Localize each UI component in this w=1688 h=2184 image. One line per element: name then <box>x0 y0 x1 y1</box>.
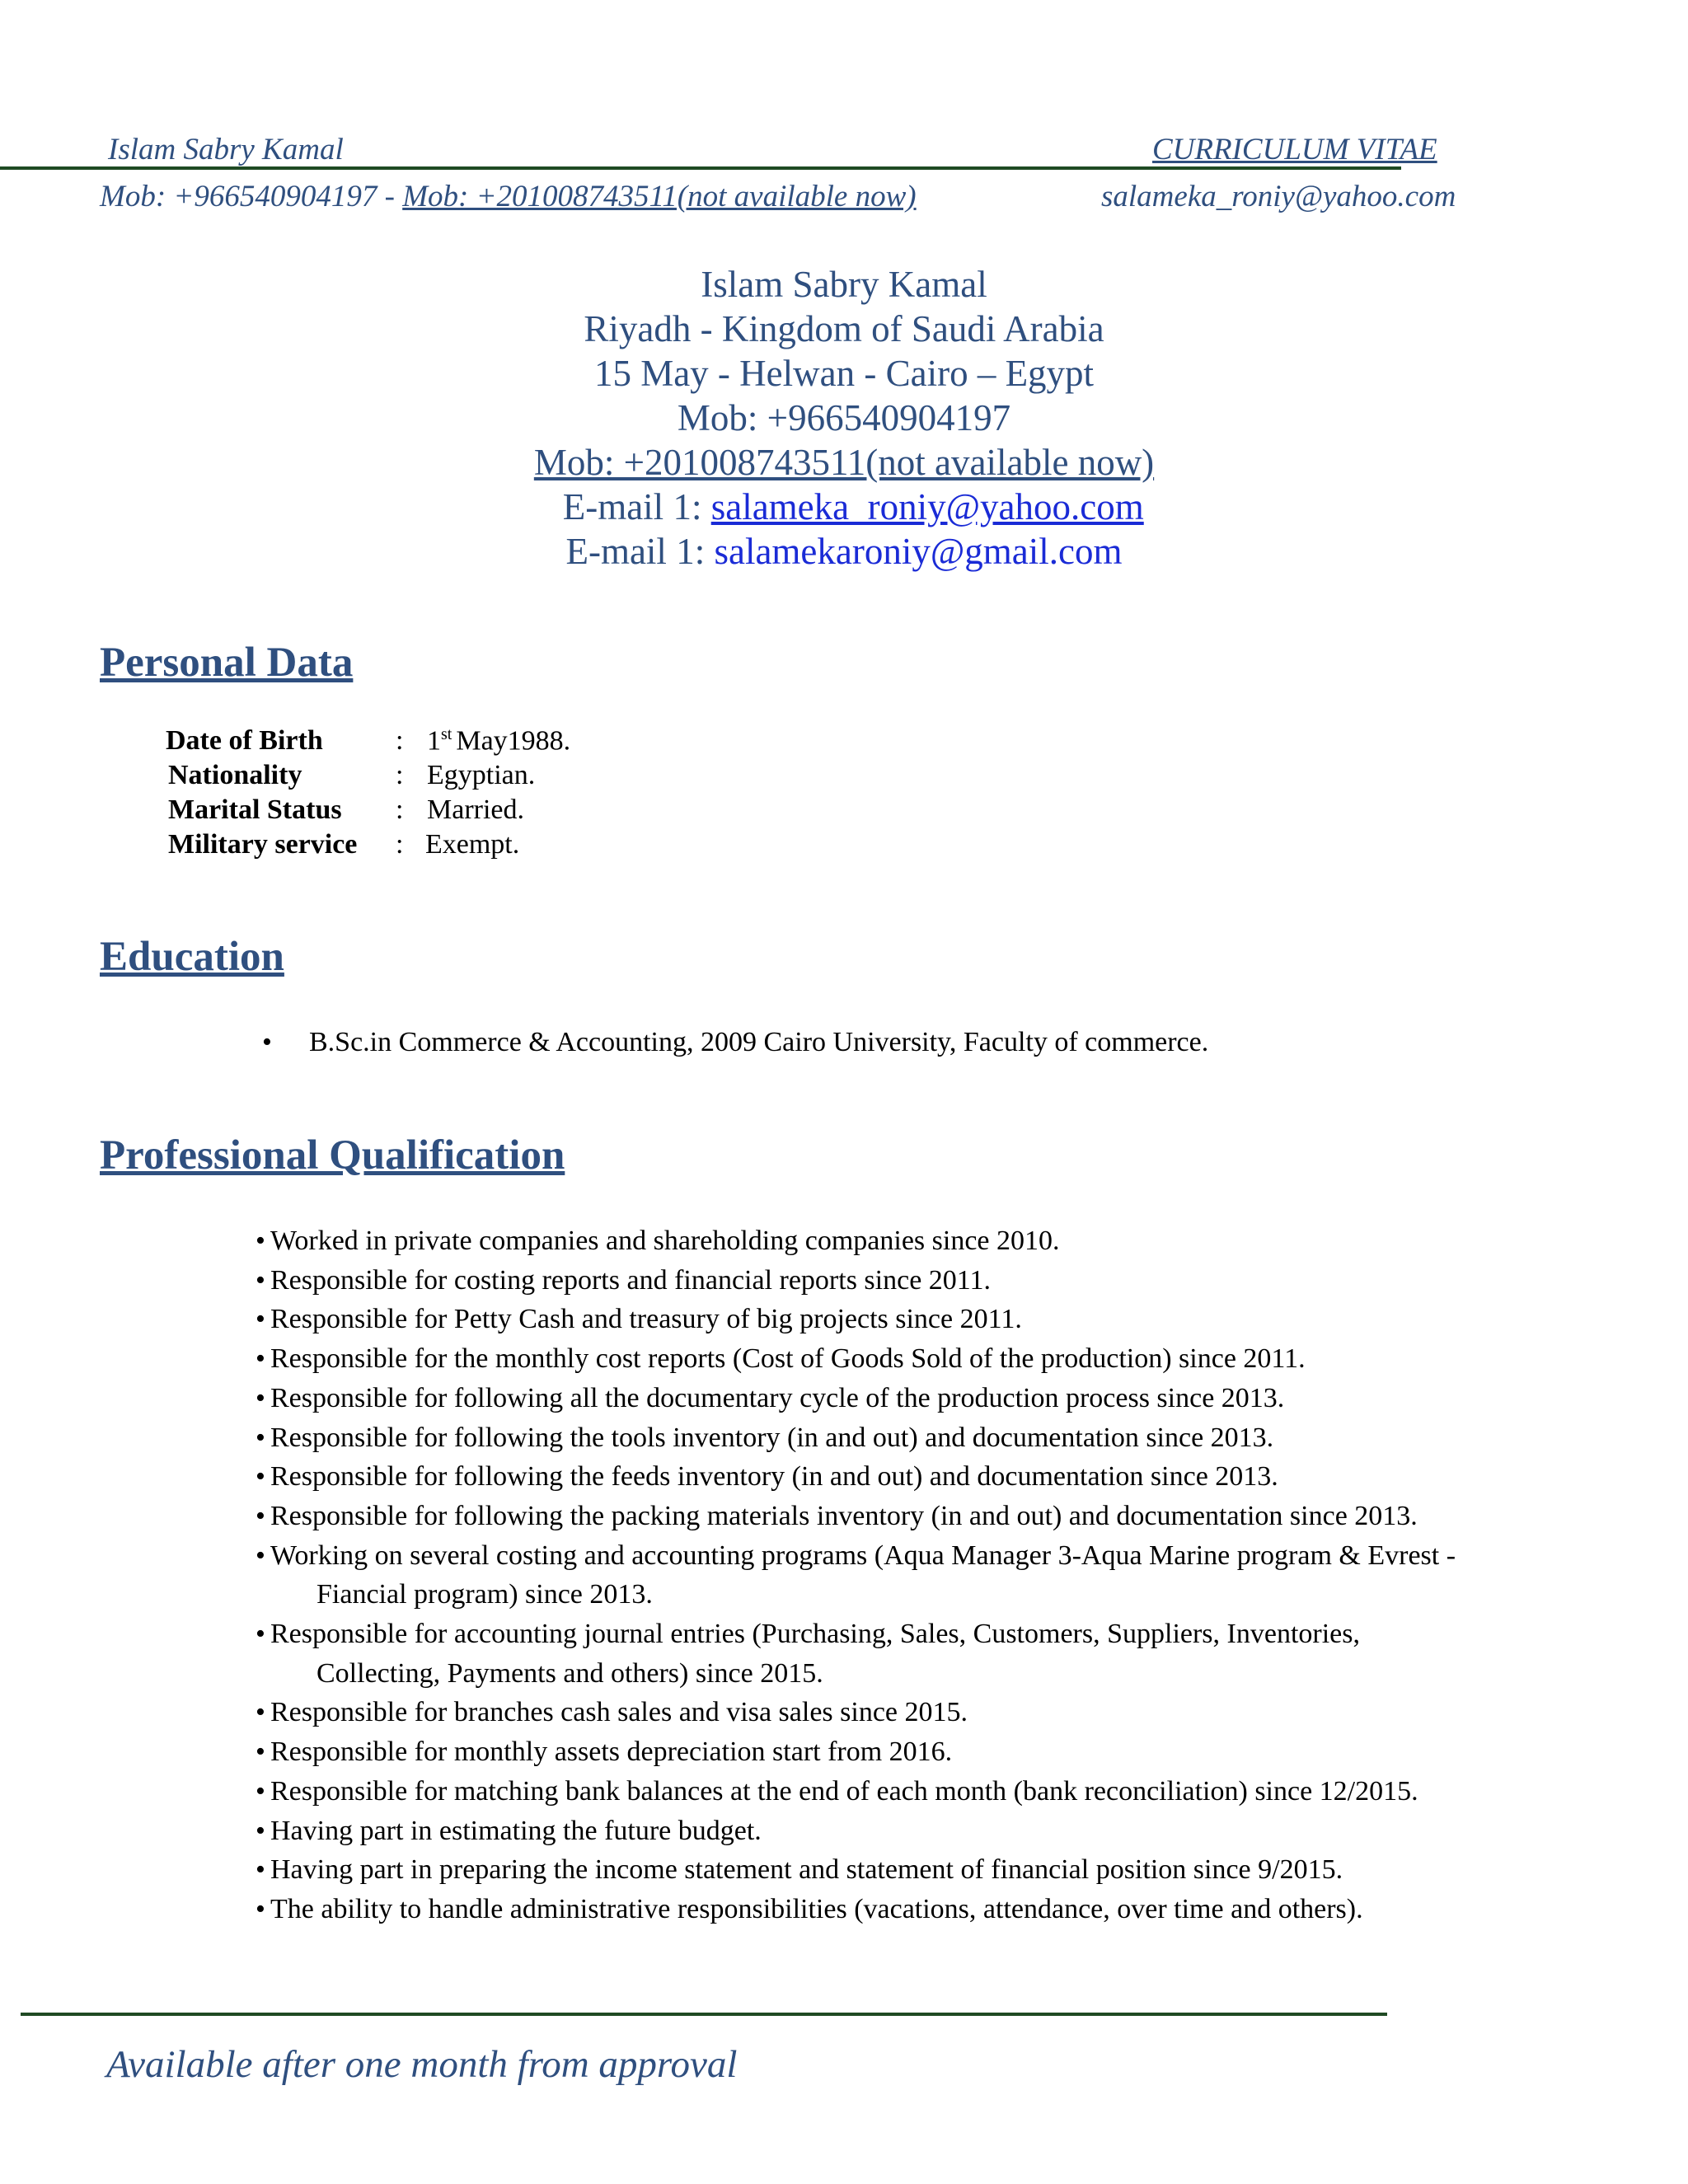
qualification-item-text: Working on several costing and accounting programs (Aqua Manager 3-Aqua Marine program & Evrest - <box>270 1540 1456 1571</box>
bullet-icon: • <box>256 1736 265 1768</box>
qualification-item <box>256 1536 1456 1615</box>
qualification-item-line <box>256 1261 1456 1301</box>
contact-email-1-link[interactable]: salameka_roniy@yahoo.com <box>710 486 1144 527</box>
qualification-item-continuation: Collecting, Payments and others) since 2015. <box>316 1657 823 1689</box>
pd-colon: : <box>396 760 404 790</box>
cv-title <box>1152 132 1437 167</box>
qualification-item-text: Responsible for following the feeds inventory (in and out) and documentation since 2013. <box>270 1461 1278 1493</box>
qualification-item <box>256 1732 1456 1772</box>
qualification-item-line <box>256 1457 1456 1497</box>
pd-label-marital: Marital Status <box>168 794 342 825</box>
qualification-item <box>256 1497 1456 1536</box>
qualification-item <box>256 1418 1456 1458</box>
pd-value-military: Exempt. <box>425 829 520 860</box>
qualification-item <box>256 1850 1456 1890</box>
header-mobile-primary: Mob: +966540904197 - <box>100 180 403 213</box>
qualification-item-text: Responsible for Petty Cash and treasury of big projects since 2011. <box>270 1304 1022 1335</box>
contact-email-1-row <box>0 485 1688 529</box>
footer-rule <box>21 2013 1387 2016</box>
qualification-list <box>256 1221 1456 1929</box>
footer-availability: Available after one month from approval <box>106 2043 738 2086</box>
contact-name: Islam Sabry Kamal <box>701 264 987 305</box>
qualification-item <box>256 1300 1456 1339</box>
qualification-item-text: Responsible for matching bank balances at the end of each month (bank reconciliation) since 12/2015. <box>270 1775 1418 1807</box>
qualification-item-continuation: Fiancial program) since 2013. <box>316 1579 653 1610</box>
qualification-item-line <box>256 1300 1456 1339</box>
qualification-item-line <box>256 1693 1456 1732</box>
contact-email-2-row <box>0 529 1688 574</box>
personal-data-heading: Personal Data <box>100 640 354 686</box>
qualification-item-text: Responsible for following all the documentary cycle of the production process since 2013. <box>270 1382 1285 1413</box>
contact-address-1: Riyadh - Kingdom of Saudi Arabia <box>584 308 1104 349</box>
qualification-item <box>256 1890 1456 1929</box>
qualification-item-line <box>256 1379 1456 1418</box>
qualification-item-text: Having part in preparing the income statement and statement of financial position since 9/2015. <box>270 1854 1343 1886</box>
bullet-icon: • <box>256 1264 265 1296</box>
bullet-icon: • <box>262 1027 272 1057</box>
qualification-item <box>256 1261 1456 1301</box>
pd-label-dob: Date of Birth <box>166 725 323 756</box>
contact-email-2-label: E-mail 1: <box>565 531 715 572</box>
bullet-icon: • <box>256 1893 265 1924</box>
contact-email-1-label: E-mail 1: <box>562 486 711 527</box>
contact-mobile-2: Mob: +201008743511(not available now) <box>533 442 1155 483</box>
qualification-item-text: Responsible for following the tools inventory (in and out) and documentation since 2013. <box>270 1422 1274 1453</box>
qualification-item-line <box>256 1772 1456 1811</box>
pd-value-dob-sup: st <box>441 725 457 743</box>
bullet-icon: • <box>256 1619 265 1650</box>
qualification-item <box>256 1339 1456 1379</box>
pd-value-dob <box>427 725 570 757</box>
pd-colon: : <box>396 829 404 860</box>
pd-label-nationality: Nationality <box>168 760 302 790</box>
qualification-item-text: Responsible for the monthly cost reports (Cost of Goods Sold of the production) since 2011. <box>270 1343 1306 1375</box>
qualification-item-line <box>256 1339 1456 1379</box>
bullet-icon: • <box>256 1697 265 1728</box>
pd-value-dob-day: 1 <box>427 725 441 757</box>
bullet-icon: • <box>256 1343 265 1375</box>
bullet-icon: • <box>256 1304 265 1335</box>
qualification-item <box>256 1379 1456 1418</box>
qualification-item <box>256 1811 1456 1851</box>
qualification-item-line <box>256 1850 1456 1890</box>
qualification-item-line <box>256 1615 1456 1654</box>
qualification-item-line <box>256 1811 1456 1851</box>
pd-colon: : <box>396 794 404 825</box>
qualification-item-text: Responsible for costing reports and financial reports since 2011. <box>270 1264 992 1296</box>
qualification-item-text: Responsible for following the packing materials inventory (in and out) and documentation since 2013. <box>270 1500 1418 1531</box>
qualification-item-line <box>256 1536 1456 1576</box>
qualification-item-line <box>256 1221 1456 1261</box>
bullet-icon: • <box>256 1540 265 1571</box>
bullet-icon: • <box>256 1775 265 1807</box>
contact-block <box>0 262 1688 574</box>
qualification-item <box>256 1221 1456 1261</box>
pd-colon: : <box>396 725 404 756</box>
contact-address-2: 15 May - Helwan - Cairo – Egypt <box>593 353 1095 394</box>
qualification-item-line <box>256 1418 1456 1458</box>
education-heading: Education <box>100 934 284 980</box>
qualification-item-line <box>256 1890 1456 1929</box>
header-mobile-alt: Mob: +201008743511(not available now) <box>402 180 917 213</box>
qualification-item <box>256 1457 1456 1497</box>
qualification-item <box>256 1615 1456 1693</box>
qualification-heading: Professional Qualification <box>100 1132 565 1179</box>
qualification-item-text: The ability to handle administrative responsibilities (vacations, attendance, over time and others). <box>270 1893 1363 1924</box>
bullet-icon: • <box>256 1461 265 1493</box>
header-mobile <box>100 179 917 214</box>
bullet-icon: • <box>256 1226 265 1256</box>
qualification-item-text: Responsible for branches cash sales and visa sales since 2015. <box>270 1697 968 1728</box>
cv-title-text: CURRICULUM VITAE <box>1152 133 1437 166</box>
qualification-item-line <box>256 1497 1456 1536</box>
qualification-item <box>256 1693 1456 1732</box>
qualification-item-text: Responsible for monthly assets depreciation start from 2016. <box>270 1736 953 1768</box>
bullet-icon: • <box>256 1500 265 1531</box>
qualification-item-text: Responsible for accounting journal entries (Purchasing, Sales, Customers, Suppliers, Inventories, <box>270 1619 1360 1650</box>
bullet-icon: • <box>256 1382 265 1413</box>
pd-label-military: Military service <box>168 829 358 860</box>
bullet-icon: • <box>256 1422 265 1453</box>
qualification-item-line <box>256 1732 1456 1772</box>
qualification-item <box>256 1772 1456 1811</box>
qualification-item-text: Worked in private companies and shareholding companies since 2010. <box>270 1226 1060 1256</box>
pd-value-dob-rest: May1988. <box>456 725 571 757</box>
contact-email-2-link[interactable]: salamekaroniy@gmail.com <box>714 531 1123 572</box>
header-rule <box>0 166 1401 170</box>
qualification-item-text: Having part in estimating the future budget. <box>270 1815 762 1846</box>
pd-value-marital: Married. <box>427 794 525 825</box>
contact-mobile-1: Mob: +966540904197 <box>677 397 1011 438</box>
header-email: salameka_roniy@yahoo.com <box>1101 180 1456 213</box>
bullet-icon: • <box>256 1815 265 1846</box>
header-name: Islam Sabry Kamal <box>108 133 344 166</box>
education-item: B.Sc.in Commerce & Accounting, 2009 Cairo University, Faculty of commerce. <box>309 1027 1209 1057</box>
pd-value-nationality: Egyptian. <box>427 760 536 790</box>
bullet-icon: • <box>256 1854 265 1886</box>
